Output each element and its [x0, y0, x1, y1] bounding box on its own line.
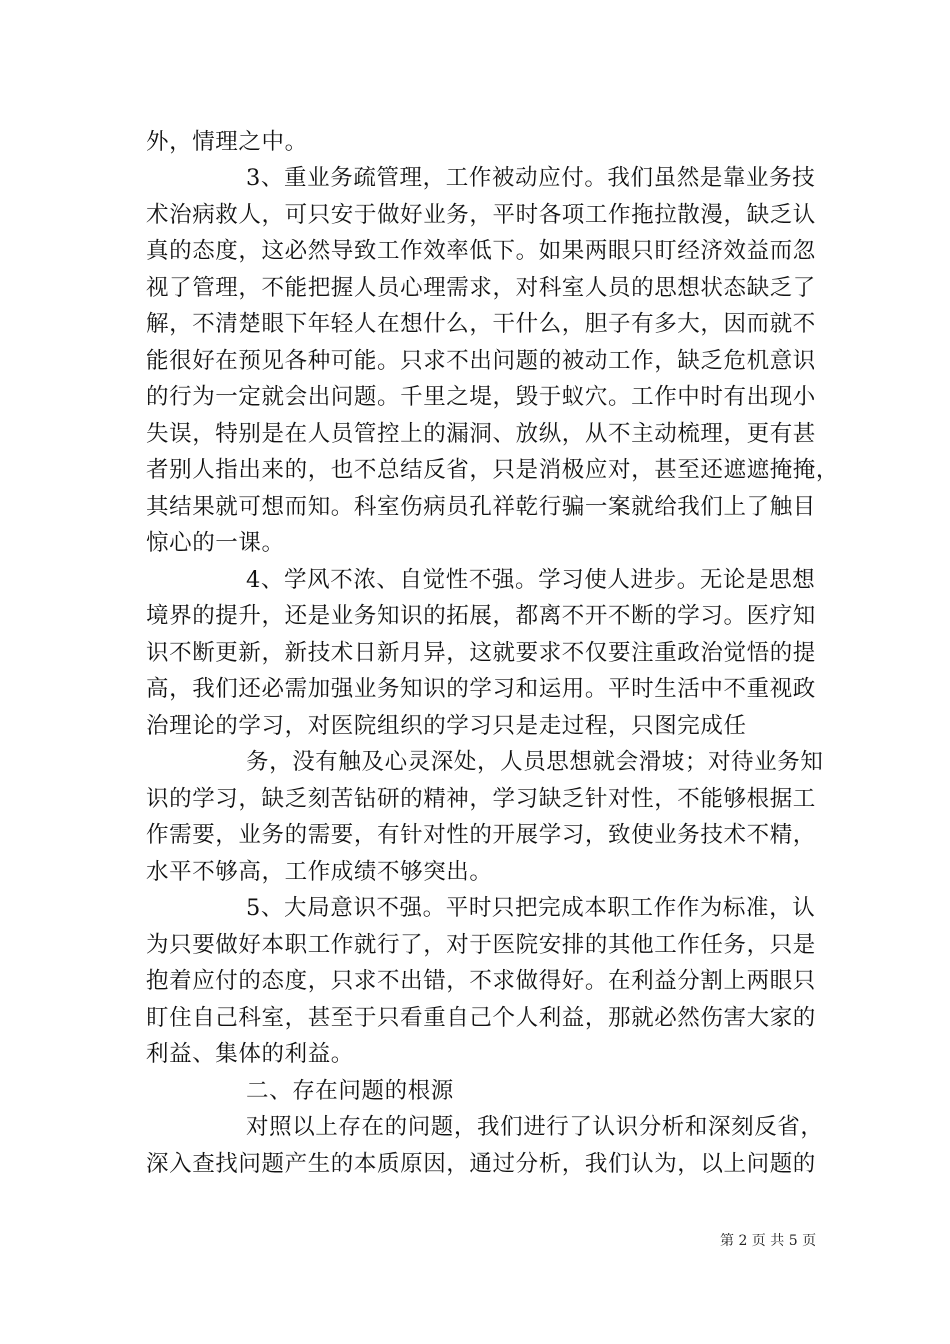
text-line: 务，没有触及心灵深处，人员思想就会滑坡；对待业务知: [246, 749, 824, 775]
text-line: 视了管理，不能把握人员心理需求，对科室人员的思想状态缺乏了: [146, 275, 816, 301]
text-line: 解，不清楚眼下年轻人在想什么，干什么，胆子有多大，因而就不: [146, 311, 816, 337]
text-line: 术治病救人，可只安于做好业务，平时各项工作拖拉散漫，缺乏认: [146, 202, 816, 228]
text-line: 抱着应付的态度，只求不出错，不求做得好。在利益分割上两眼只: [146, 968, 816, 994]
text-line: 高，我们还必需加强业务知识的学习和运用。平时生活中不重视政: [146, 676, 816, 702]
text-line: 盯住自己科室，甚至于只看重自己个人利益，那就必然伤害大家的: [146, 1005, 816, 1031]
text-line: 水平不够高，工作成绩不够突出。: [146, 859, 493, 885]
text-line: 为只要做好本职工作就行了，对于医院安排的其他工作任务，只是: [146, 932, 816, 958]
text-line: 3、重业务疏管理，工作被动应付。我们虽然是靠业务技: [246, 165, 816, 191]
text-line: 5、大局意识不强。平时只把完成本职工作作为标准，认: [246, 895, 816, 921]
text-line: 作需要，业务的需要，有针对性的开展学习，致使业务技术不精，: [146, 822, 816, 848]
text-line: 失误，特别是在人员管控上的漏洞、放纵，从不主动梳理，更有甚: [146, 421, 816, 447]
text-line: 识不断更新，新技术日新月异，这就要求不仅要注重政治觉悟的提: [146, 640, 816, 666]
text-line: 真的态度，这必然导致工作效率低下。如果两眼只盯经济效益而忽: [146, 238, 816, 264]
text-line: 的行为一定就会出问题。千里之堤，毁于蚁穴。工作中时有出现小: [146, 384, 816, 410]
text-line: 能很好在预见各种可能。只求不出问题的被动工作，缺乏危机意识: [146, 348, 816, 374]
text-line: 其结果就可想而知。科室伤病员孔祥乾行骗一案就给我们上了触目: [146, 494, 816, 520]
text-line: 治理论的学习，对医院组织的学习只是走过程，只图完成任: [146, 713, 747, 739]
text-line: 惊心的一课。: [146, 530, 285, 556]
text-line: 4、学风不浓、自觉性不强。学习使人进步。无论是思想: [246, 567, 816, 593]
text-line: 深入查找问题产生的本质原因，通过分析，我们认为，以上问题的: [146, 1151, 816, 1177]
section-heading: 二、存在问题的根源: [246, 1078, 454, 1104]
text-line: 识的学习，缺乏刻苦钻研的精神，学习缺乏针对性，不能够根据工: [146, 786, 816, 812]
text-line: 对照以上存在的问题，我们进行了认识分析和深刻反省，: [246, 1114, 824, 1140]
page-number-footer: 第 2 页 共 5 页: [720, 1233, 817, 1249]
text-line: 境界的提升，还是业务知识的拓展，都离不开不断的学习。医疗知: [146, 603, 816, 629]
text-line: 利益、集体的利益。: [146, 1041, 354, 1067]
text-line: 者别人指出来的，也不总结反省，只是消极应对，甚至还遮遮掩掩，: [146, 457, 840, 483]
text-line: 外，情理之中。: [146, 129, 308, 155]
